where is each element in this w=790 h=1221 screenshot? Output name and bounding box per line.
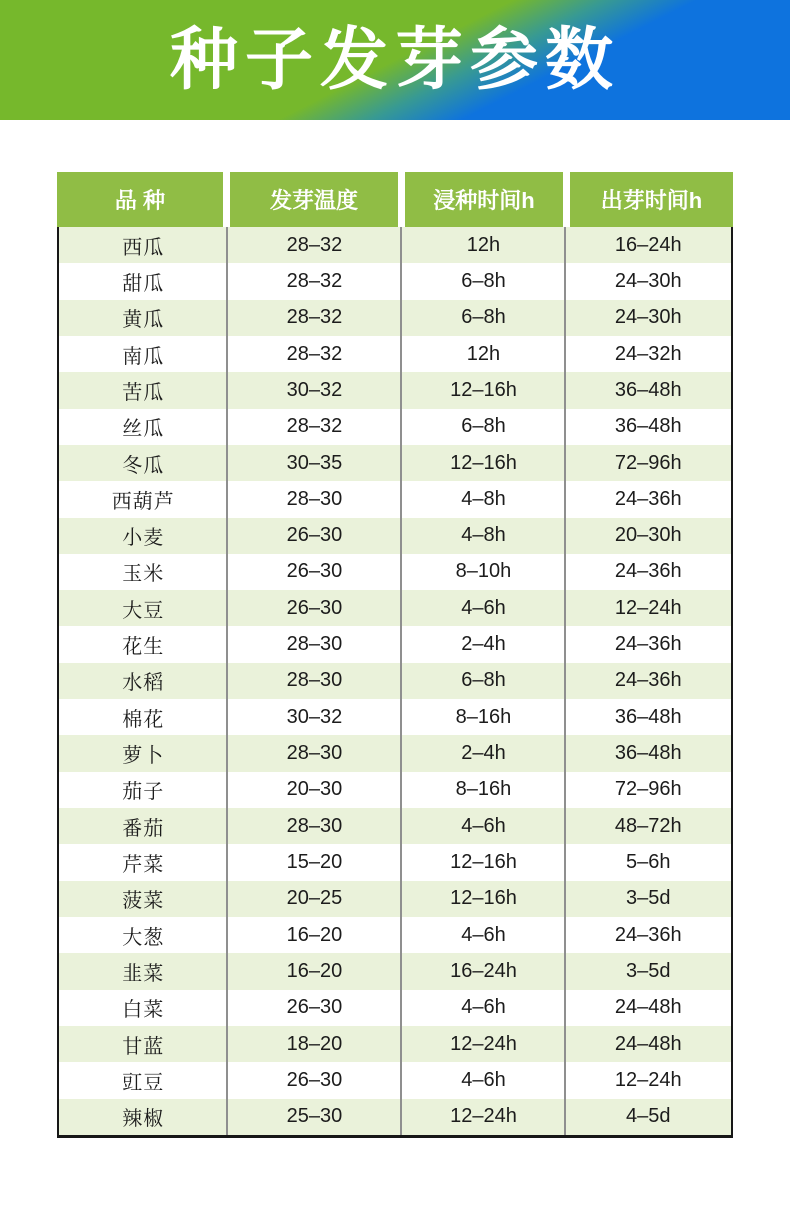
table-row: [59, 481, 731, 517]
cell-variety: 苦瓜: [122, 381, 165, 404]
cell-germination-temp: 28–30: [286, 633, 343, 656]
cell-variety: 西葫芦: [111, 490, 175, 513]
cell-germination-temp: 28–30: [286, 487, 343, 510]
cell-sprout-time: 72–96h: [614, 778, 682, 801]
table-row: [59, 953, 731, 989]
cell-soak-time: 4–6h: [461, 814, 506, 837]
cell-soak-time: 4–8h: [461, 524, 506, 547]
cell-soak-time: 4–6h: [461, 996, 506, 1019]
column-header-soak-time: 浸种时间h: [405, 172, 563, 227]
cell-variety: 番茄: [122, 817, 165, 840]
table-row: [59, 1026, 731, 1062]
cell-soak-time: 2–4h: [461, 633, 506, 656]
table-row: [59, 263, 731, 299]
table-row: [59, 554, 731, 590]
cell-germination-temp: 28–30: [286, 742, 343, 765]
cell-germination-temp: 28–32: [286, 415, 343, 438]
cell-germination-temp: 28–32: [286, 269, 343, 292]
cell-variety: 白菜: [122, 999, 165, 1022]
cell-variety: 南瓜: [122, 345, 165, 368]
cell-variety: 辣椒: [122, 1108, 165, 1131]
table-row: [59, 844, 731, 880]
cell-variety: 甘蓝: [122, 1035, 165, 1058]
title-banner: [0, 0, 790, 120]
cell-variety: 丝瓜: [122, 418, 165, 441]
table-row: [59, 663, 731, 699]
table-row: [59, 772, 731, 808]
cell-sprout-time: 24–30h: [614, 306, 682, 329]
cell-soak-time: 12–16h: [450, 887, 517, 910]
cell-sprout-time: 24–36h: [614, 633, 682, 656]
table-body: [57, 227, 733, 1138]
cell-soak-time: 12–16h: [450, 378, 517, 401]
cell-germination-temp: 28–32: [286, 306, 343, 329]
cell-variety: 黄瓜: [122, 309, 165, 332]
cell-sprout-time: 36–48h: [614, 705, 682, 728]
table-row: [59, 881, 731, 917]
cell-germination-temp: 28–30: [286, 814, 343, 837]
cell-germination-temp: 20–25: [286, 887, 343, 910]
cell-variety: 玉米: [122, 563, 165, 586]
cell-soak-time: 12–24h: [450, 1105, 517, 1128]
cell-germination-temp: 20–30: [286, 778, 343, 801]
table-row: [59, 300, 731, 336]
cell-variety: 水稻: [122, 672, 165, 695]
cell-germination-temp: 26–30: [286, 524, 343, 547]
cell-germination-temp: 15–20: [286, 850, 343, 873]
table-row: [59, 808, 731, 844]
cell-variety: 西瓜: [122, 236, 165, 259]
cell-germination-temp: 28–32: [286, 342, 343, 365]
cell-variety: 菠菜: [122, 890, 165, 913]
cell-variety: 大豆: [122, 599, 165, 622]
cell-variety: 茄子: [122, 781, 165, 804]
cell-germination-temp: 30–32: [286, 378, 343, 401]
cell-soak-time: 4–8h: [461, 487, 506, 510]
cell-sprout-time: 24–48h: [614, 1032, 682, 1055]
cell-soak-time: 16–24h: [450, 959, 517, 982]
cell-germination-temp: 26–30: [286, 1068, 343, 1091]
cell-sprout-time: 24–48h: [614, 996, 682, 1019]
cell-variety: 芹菜: [122, 853, 165, 876]
cell-soak-time: 6–8h: [461, 269, 506, 292]
cell-sprout-time: 72–96h: [614, 451, 682, 474]
cell-germination-temp: 30–35: [286, 451, 343, 474]
table-row: [59, 990, 731, 1026]
cell-soak-time: 6–8h: [461, 669, 506, 692]
cell-variety: 花生: [122, 636, 165, 659]
table-row: [59, 1062, 731, 1098]
cell-soak-time: 12–24h: [450, 1032, 517, 1055]
table-row: [59, 626, 731, 662]
cell-variety: 甜瓜: [122, 272, 165, 295]
cell-sprout-time: 24–36h: [614, 923, 682, 946]
table-row: [59, 227, 731, 263]
cell-sprout-time: 36–48h: [614, 742, 682, 765]
page-title: 种子发芽参数: [169, 20, 620, 100]
table-row: [59, 445, 731, 481]
column-header-germination-temp: 发芽温度: [230, 172, 398, 227]
cell-germination-temp: 26–30: [286, 560, 343, 583]
table-row: [59, 699, 731, 735]
cell-soak-time: 6–8h: [461, 415, 506, 438]
cell-germination-temp: 18–20: [286, 1032, 343, 1055]
cell-germination-temp: 28–30: [286, 669, 343, 692]
cell-variety: 棉花: [122, 708, 165, 731]
cell-soak-time: 12–16h: [450, 850, 517, 873]
cell-variety: 冬瓜: [122, 454, 165, 477]
cell-variety: 豇豆: [122, 1071, 165, 1094]
cell-germination-temp: 16–20: [286, 923, 343, 946]
cell-sprout-time: 36–48h: [614, 378, 682, 401]
table-row: [59, 518, 731, 554]
column-header-sprout-time: 出芽时间h: [570, 172, 733, 227]
table-header-row: [57, 172, 733, 227]
cell-sprout-time: 48–72h: [614, 814, 682, 837]
table-row: [59, 917, 731, 953]
cell-variety: 萝卜: [122, 745, 165, 768]
cell-sprout-time: 36–48h: [614, 415, 682, 438]
cell-sprout-time: 16–24h: [614, 233, 682, 256]
cell-sprout-time: 12–24h: [614, 1068, 682, 1091]
cell-germination-temp: 26–30: [286, 596, 343, 619]
cell-soak-time: 2–4h: [461, 742, 506, 765]
cell-variety: 小麦: [122, 527, 165, 550]
cell-soak-time: 12h: [466, 342, 501, 365]
cell-sprout-time: 4–5d: [625, 1105, 671, 1128]
cell-sprout-time: 5–6h: [625, 850, 671, 873]
cell-sprout-time: 24–36h: [614, 487, 682, 510]
cell-variety: 大葱: [122, 926, 165, 949]
cell-germination-temp: 25–30: [286, 1105, 343, 1128]
cell-soak-time: 4–6h: [461, 1068, 506, 1091]
cell-soak-time: 4–6h: [461, 596, 506, 619]
cell-soak-time: 8–10h: [455, 560, 512, 583]
cell-soak-time: 8–16h: [455, 705, 512, 728]
cell-sprout-time: 24–30h: [614, 269, 682, 292]
column-header-variety: 品 种: [57, 172, 223, 227]
cell-variety: 韭菜: [122, 962, 165, 985]
table-row: [59, 336, 731, 372]
table-row: [59, 372, 731, 408]
table-row: [59, 735, 731, 771]
cell-germination-temp: 30–32: [286, 705, 343, 728]
cell-sprout-time: 3–5d: [625, 959, 671, 982]
cell-soak-time: 12–16h: [450, 451, 517, 474]
cell-soak-time: 4–6h: [461, 923, 506, 946]
cell-soak-time: 8–16h: [455, 778, 512, 801]
cell-soak-time: 6–8h: [461, 306, 506, 329]
cell-sprout-time: 24–32h: [614, 342, 682, 365]
cell-germination-temp: 26–30: [286, 996, 343, 1019]
table-row: [59, 1099, 731, 1135]
cell-germination-temp: 16–20: [286, 959, 343, 982]
cell-sprout-time: 24–36h: [614, 560, 682, 583]
table-row: [59, 409, 731, 445]
germination-table: [57, 172, 733, 1138]
cell-sprout-time: 20–30h: [614, 524, 682, 547]
cell-soak-time: 12h: [466, 233, 501, 256]
cell-sprout-time: 3–5d: [625, 887, 671, 910]
cell-sprout-time: 24–36h: [614, 669, 682, 692]
cell-sprout-time: 12–24h: [614, 596, 682, 619]
cell-germination-temp: 28–32: [286, 233, 343, 256]
table-row: [59, 590, 731, 626]
